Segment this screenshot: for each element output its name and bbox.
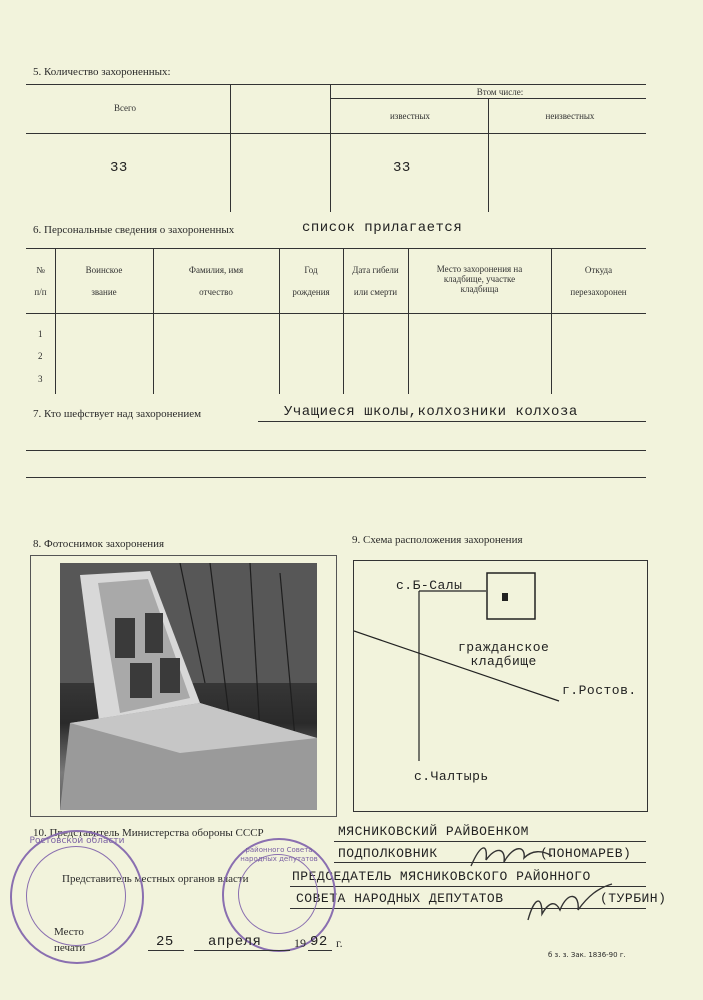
cemetery-label <box>458 641 549 669</box>
header-line: № <box>36 265 45 275</box>
section7-extra-line <box>26 477 646 478</box>
header-line: рождения <box>292 287 330 297</box>
local-name: (ТУРБИН) <box>600 891 667 906</box>
cemetery-label-line: кладбище <box>470 654 537 669</box>
row-number: 3 <box>38 374 43 384</box>
section6-note: список прилагается <box>302 220 463 236</box>
mo-line1: МЯСНИКОВСКИЙ РАЙВОЕНКОМ <box>338 824 529 839</box>
header-line: Год <box>304 265 318 275</box>
header-death <box>343 264 408 298</box>
place-of-seal-line: Место <box>54 926 84 938</box>
date-month: апреля <box>208 934 262 950</box>
section5-title: 5. Количество захороненных: <box>33 66 171 78</box>
date-year: 92 <box>310 934 328 950</box>
mo-name: (ПОНОМАРЕВ) <box>540 846 632 861</box>
header-line: кладбища <box>460 284 499 294</box>
col-total-header: Всего <box>113 103 137 113</box>
table5-divider <box>230 84 231 212</box>
place-of-seal <box>54 924 85 956</box>
local-rep-label: Представитель местных органов власти <box>62 873 249 885</box>
row-number: 1 <box>38 329 43 339</box>
header-line: перезахоронен <box>570 287 627 297</box>
section7-title: 7. Кто шефствует над захоронением <box>33 408 202 420</box>
section8-title: 8. Фотоснимок захоронения <box>33 538 165 550</box>
col-known-header: известных <box>389 111 431 121</box>
header-line: кладбище, участке <box>443 274 516 284</box>
cemetery-label-line: гражданское <box>458 640 550 655</box>
date-day-underline <box>148 950 184 951</box>
header-name <box>153 264 279 298</box>
header-burial-place <box>408 264 551 294</box>
section7-extra-line <box>26 450 646 451</box>
local-line1: ПРЕДСЕДАТЕЛЬ МЯСНИКОВСКОГО РАЙОННОГО <box>292 869 591 884</box>
burial-photo <box>60 563 317 810</box>
section10-title: 10. Представитель Министерства обороны СССР <box>33 827 264 839</box>
header-line: Дата гибели <box>352 265 399 275</box>
header-line: Воинское <box>85 265 123 275</box>
date-year-underline <box>308 950 332 951</box>
place-of-seal-line: печати <box>54 942 86 954</box>
header-birth <box>279 264 343 298</box>
header-line: Место захоронения на <box>436 264 523 274</box>
col-including-header: Втом числе: <box>476 87 524 97</box>
date-year-unit: г. <box>336 936 343 950</box>
header-reburied-from <box>551 264 646 298</box>
section7-underline <box>258 421 646 422</box>
mo-line2: ПОДПОЛКОВНИК <box>338 846 438 861</box>
section6-title: 6. Персональные сведения о захороненных <box>33 224 235 236</box>
date-day: 25 <box>156 934 174 950</box>
village-label: с.Б-Салы <box>396 578 463 593</box>
header-num <box>26 264 55 298</box>
signature-local <box>520 880 620 930</box>
scheme-frame <box>353 560 648 812</box>
header-rank <box>55 264 153 298</box>
row-number: 2 <box>38 351 43 361</box>
table5-divider <box>330 84 331 212</box>
burial-plot <box>487 573 535 619</box>
total-value: 33 <box>110 160 128 176</box>
header-line: п/п <box>34 287 47 297</box>
memorial-image <box>60 563 317 810</box>
header-line: Фамилия, имя <box>188 265 244 275</box>
table6-top-border <box>26 248 646 249</box>
stamp-right-inner <box>238 854 318 934</box>
table5-header-bottom <box>26 133 646 134</box>
date-month-underline <box>194 950 290 951</box>
header-line: отчество <box>199 287 233 297</box>
table5-divider <box>488 98 489 212</box>
date-year-prefix: 19 <box>294 936 306 950</box>
burial-marker <box>502 593 508 601</box>
table5-top-border <box>26 84 646 85</box>
local-line2: СОВЕТА НАРОДНЫХ ДЕПУТАТОВ <box>296 891 504 906</box>
section9-title: 9. Схема расположения захоронения <box>352 534 523 546</box>
table6-header-bottom <box>26 313 646 314</box>
header-line: звание <box>91 287 117 297</box>
print-code: б з. з. Зак. 1836-90 г. <box>548 951 626 959</box>
stamp-right-text: районного Совета народных депутатов <box>240 846 318 863</box>
signature-mo <box>466 838 556 872</box>
col-unknown-header: неизвестных <box>545 111 595 121</box>
stamp-left-text: Ростовской области <box>29 836 125 846</box>
header-line: Откуда <box>584 265 613 275</box>
chaltyr-label: с.Чалтырь <box>414 769 489 784</box>
known-value: 33 <box>393 160 411 176</box>
section7-value: Учащиеся школы,колхозники колхоза <box>284 404 578 420</box>
rostov-label: г.Ростов. <box>562 683 637 698</box>
header-line: или смерти <box>353 287 398 297</box>
